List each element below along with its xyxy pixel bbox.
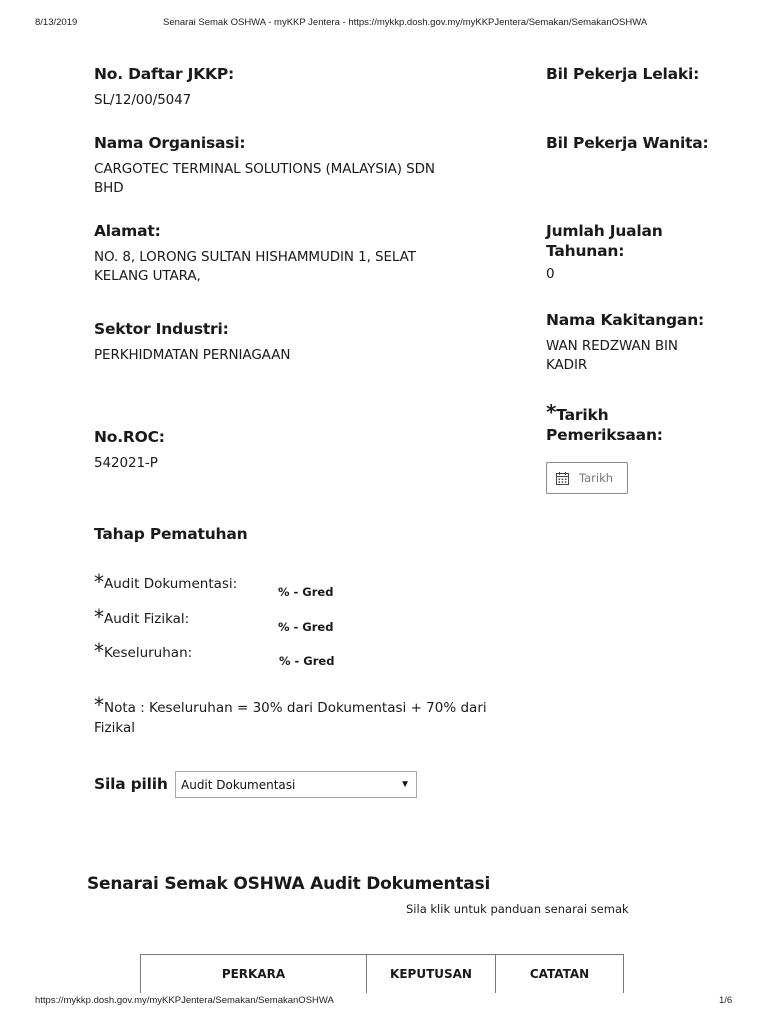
nama-kakitangan-line2: KADIR [546, 357, 588, 373]
nota-line1: *Nota : Keseluruhan = 30% dari Dokumentasi + 70% dari [94, 693, 487, 717]
nama-kakitangan-label: Nama Kakitangan: [546, 311, 705, 329]
tarikh-placeholder: Tarikh [579, 471, 614, 485]
table-header-row [141, 955, 624, 994]
tarikh-pemeriksaan-label [546, 400, 663, 445]
compliance-row-fizikal [94, 605, 394, 629]
sektor-industri-value: PERKHIDMATAN PERNIAGAAN [94, 347, 291, 363]
chevron-down-icon: ▼ [400, 779, 410, 790]
bil-pekerja-lelaki-label: Bil Pekerja Lelaki: [546, 65, 700, 83]
required-marker: * [94, 605, 104, 629]
alamat-line1: NO. 8, LORONG SULTAN HISHAMMUDIN 1, SELAT [94, 249, 416, 265]
no-roc-value: 542021-P [94, 455, 158, 471]
nama-organisasi-line1: CARGOTEC TERMINAL SOLUTIONS (MALAYSIA) SDN [94, 161, 435, 177]
audit-fizikal-grade: % - Gred [278, 620, 334, 634]
no-daftar-value: SL/12/00/5047 [94, 92, 192, 108]
no-daftar-label: No. Daftar JKKP: [94, 65, 235, 83]
audit-type-selected: Audit Dokumentasi [181, 777, 296, 792]
required-marker: * [94, 570, 104, 594]
jumlah-jualan-label-line1: Jumlah Jualan [546, 222, 663, 240]
required-marker: * [94, 693, 104, 717]
keseluruhan-grade: % - Gred [279, 654, 335, 668]
audit-fizikal-label: Audit Fizikal: [104, 611, 190, 627]
column-header-catatan: CATATAN [496, 955, 624, 994]
nama-kakitangan-value [546, 337, 678, 375]
nota-text [94, 693, 514, 738]
print-footer-url: https://mykkp.dosh.gov.my/myKKPJentera/Semakan/SemakanOSHWA [35, 995, 334, 1006]
tarikh-label-line2: Pemeriksaan: [546, 426, 663, 444]
checklist-table [140, 954, 624, 993]
tahap-pematuhan-heading: Tahap Pematuhan [94, 525, 248, 543]
alamat-label: Alamat: [94, 222, 161, 240]
tarikh-label-line1: *Tarikh [546, 400, 609, 424]
jumlah-jualan-value: 0 [546, 266, 555, 282]
column-header-keputusan: KEPUTUSAN [367, 955, 496, 994]
nama-kakitangan-line1: WAN REDZWAN BIN [546, 338, 678, 354]
checklist-title: Senarai Semak OSHWA Audit Dokumentasi [87, 874, 491, 894]
calendar-icon [556, 472, 569, 485]
print-title: Senarai Semak OSHWA - myKKP Jentera - https://mykkp.dosh.gov.my/myKKPJentera/Semakan/SemakanOSHWA [163, 17, 648, 28]
nama-organisasi-label: Nama Organisasi: [94, 134, 246, 152]
no-roc-label: No.ROC: [94, 428, 165, 446]
sila-pilih-label: Sila pilih [94, 775, 168, 793]
alamat-line2: KELANG UTARA, [94, 268, 201, 284]
jumlah-jualan-label-line2: Tahunan: [546, 242, 625, 260]
audit-type-select[interactable] [175, 771, 417, 798]
panduan-hint-link[interactable]: Sila klik untuk panduan senarai semak [406, 902, 629, 916]
jumlah-jualan-label [546, 221, 663, 261]
compliance-row-keseluruhan [94, 639, 394, 663]
alamat-value [94, 248, 416, 286]
compliance-row-dokumentasi [94, 570, 394, 594]
nama-organisasi-line2: BHD [94, 180, 124, 196]
print-date: 8/13/2019 [35, 17, 78, 28]
required-marker: * [546, 400, 557, 424]
print-footer-page: 1/6 [719, 995, 733, 1006]
column-header-perkara: PERKARA [141, 955, 367, 994]
nota-line2: Fizikal [94, 720, 135, 736]
nama-organisasi-value [94, 160, 435, 198]
keseluruhan-label: Keseluruhan: [104, 645, 193, 661]
audit-dokumentasi-grade: % - Gred [278, 585, 334, 599]
tarikh-date-input[interactable] [546, 462, 628, 494]
required-marker: * [94, 639, 104, 663]
bil-pekerja-wanita-label: Bil Pekerja Wanita: [546, 134, 709, 152]
audit-dokumentasi-label: Audit Dokumentasi: [104, 576, 238, 592]
sektor-industri-label: Sektor Industri: [94, 320, 229, 338]
